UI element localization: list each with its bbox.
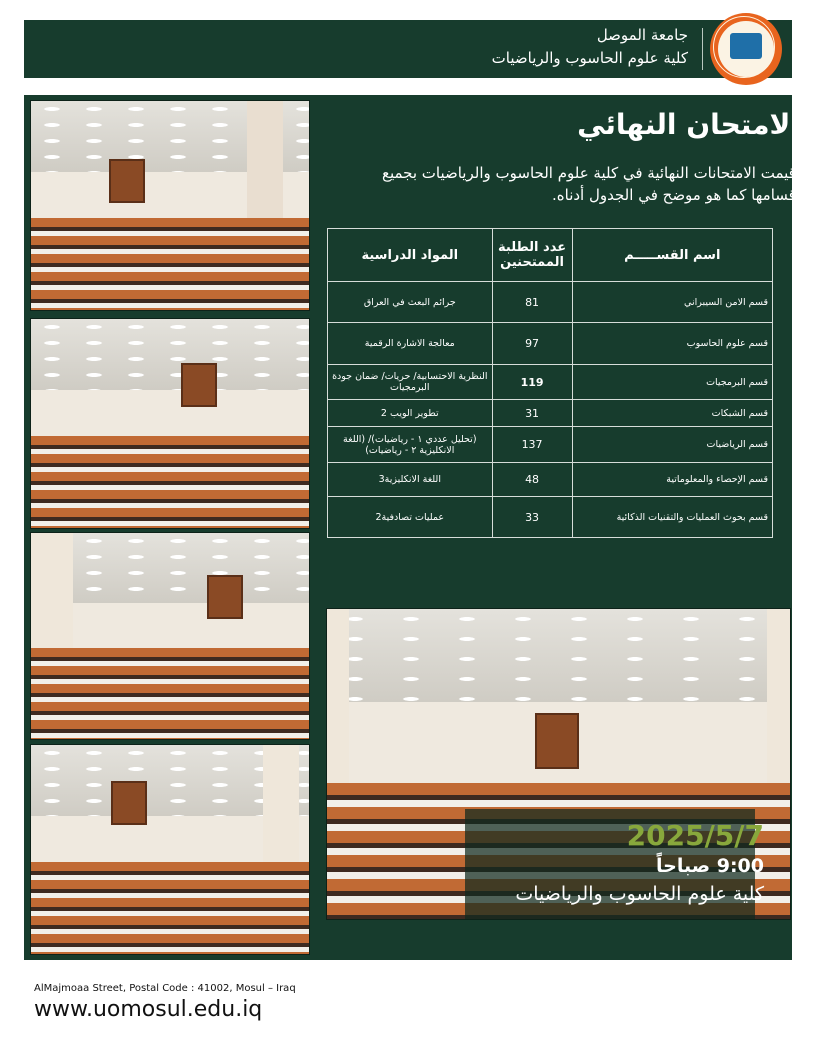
exam-table [327, 228, 773, 538]
header-students: عدد الطلبة الممتحنين [492, 229, 572, 282]
cell-department: قسم الامن السيبراني [572, 282, 772, 323]
cell-department: قسم علوم الحاسوب [572, 323, 772, 365]
cell-students: 119 [492, 365, 572, 400]
table-row [328, 282, 773, 323]
header-banner [24, 20, 792, 78]
cell-department: قسم البرمجيات [572, 365, 772, 400]
table-row [328, 365, 773, 400]
exam-hall-photo-1 [30, 100, 310, 311]
cell-subject: جرائم البعث في العراق [328, 282, 493, 323]
logo-inner [718, 21, 774, 77]
cell-subject: معالجة الاشارة الرقمية [328, 323, 493, 365]
cell-students: 31 [492, 400, 572, 427]
cell-subject: (تحليل عددي ١ - رياضيات)/ (اللغة الانكليزية ٢ - رياضيات) [328, 427, 493, 463]
table-row [328, 400, 773, 427]
cell-students: 33 [492, 497, 572, 538]
university-name: جامعة الموصل [596, 26, 688, 44]
cell-subject: تطوير الويب 2 [328, 400, 493, 427]
cell-students: 137 [492, 427, 572, 463]
header-divider [702, 28, 703, 70]
table-row [328, 427, 773, 463]
footer-address: AlMajmoaa Street, Postal Code : 41002, Mosul – Iraq [34, 983, 296, 994]
table-row [328, 463, 773, 497]
university-logo-icon [710, 13, 782, 85]
exam-hall-photo-2 [30, 318, 310, 529]
table-header-row [328, 229, 773, 282]
cell-subject: عمليات تصادفية2 [328, 497, 493, 538]
header-department: اسم القســـــم [572, 229, 772, 282]
college-name: كلية علوم الحاسوب والرياضيات [491, 49, 688, 67]
exam-date: 2025/5/7 [626, 819, 764, 852]
exam-hall-photo-3 [30, 532, 310, 740]
cell-subject: اللغة الانكليزية3 [328, 463, 493, 497]
cell-department: قسم الرياضيات [572, 427, 772, 463]
cell-department: قسم الشبكات [572, 400, 772, 427]
exam-hall-photo-4 [30, 744, 310, 955]
logo-book-icon [730, 33, 762, 59]
exam-time: 9:00 صباحاً [656, 855, 764, 877]
footer-website-link[interactable]: www.uomosul.edu.iq [34, 997, 263, 1022]
cell-students: 81 [492, 282, 572, 323]
cell-students: 48 [492, 463, 572, 497]
intro-text: اقيمت الامتحانات النهائية في كلية علوم الحاسوب والرياضيات بجميع أقسامها كما هو موضح في الجدول أدناه. [381, 164, 800, 204]
cell-department: قسم بحوث العمليات والتقنيات الذكائية [572, 497, 772, 538]
table-row [328, 323, 773, 365]
cell-department: قسم الإحصاء والمعلوماتية [572, 463, 772, 497]
cell-students: 97 [492, 323, 572, 365]
table-row [328, 497, 773, 538]
cell-subject: النظرية الاحتسابية/ حريات/ ضمان جودة البرمجيات [328, 365, 493, 400]
exam-place: كلية علوم الحاسوب والرياضيات [515, 883, 764, 905]
page-title: الامتحان النهائي [577, 108, 800, 141]
header-subjects: المواد الدراسية [328, 229, 493, 282]
